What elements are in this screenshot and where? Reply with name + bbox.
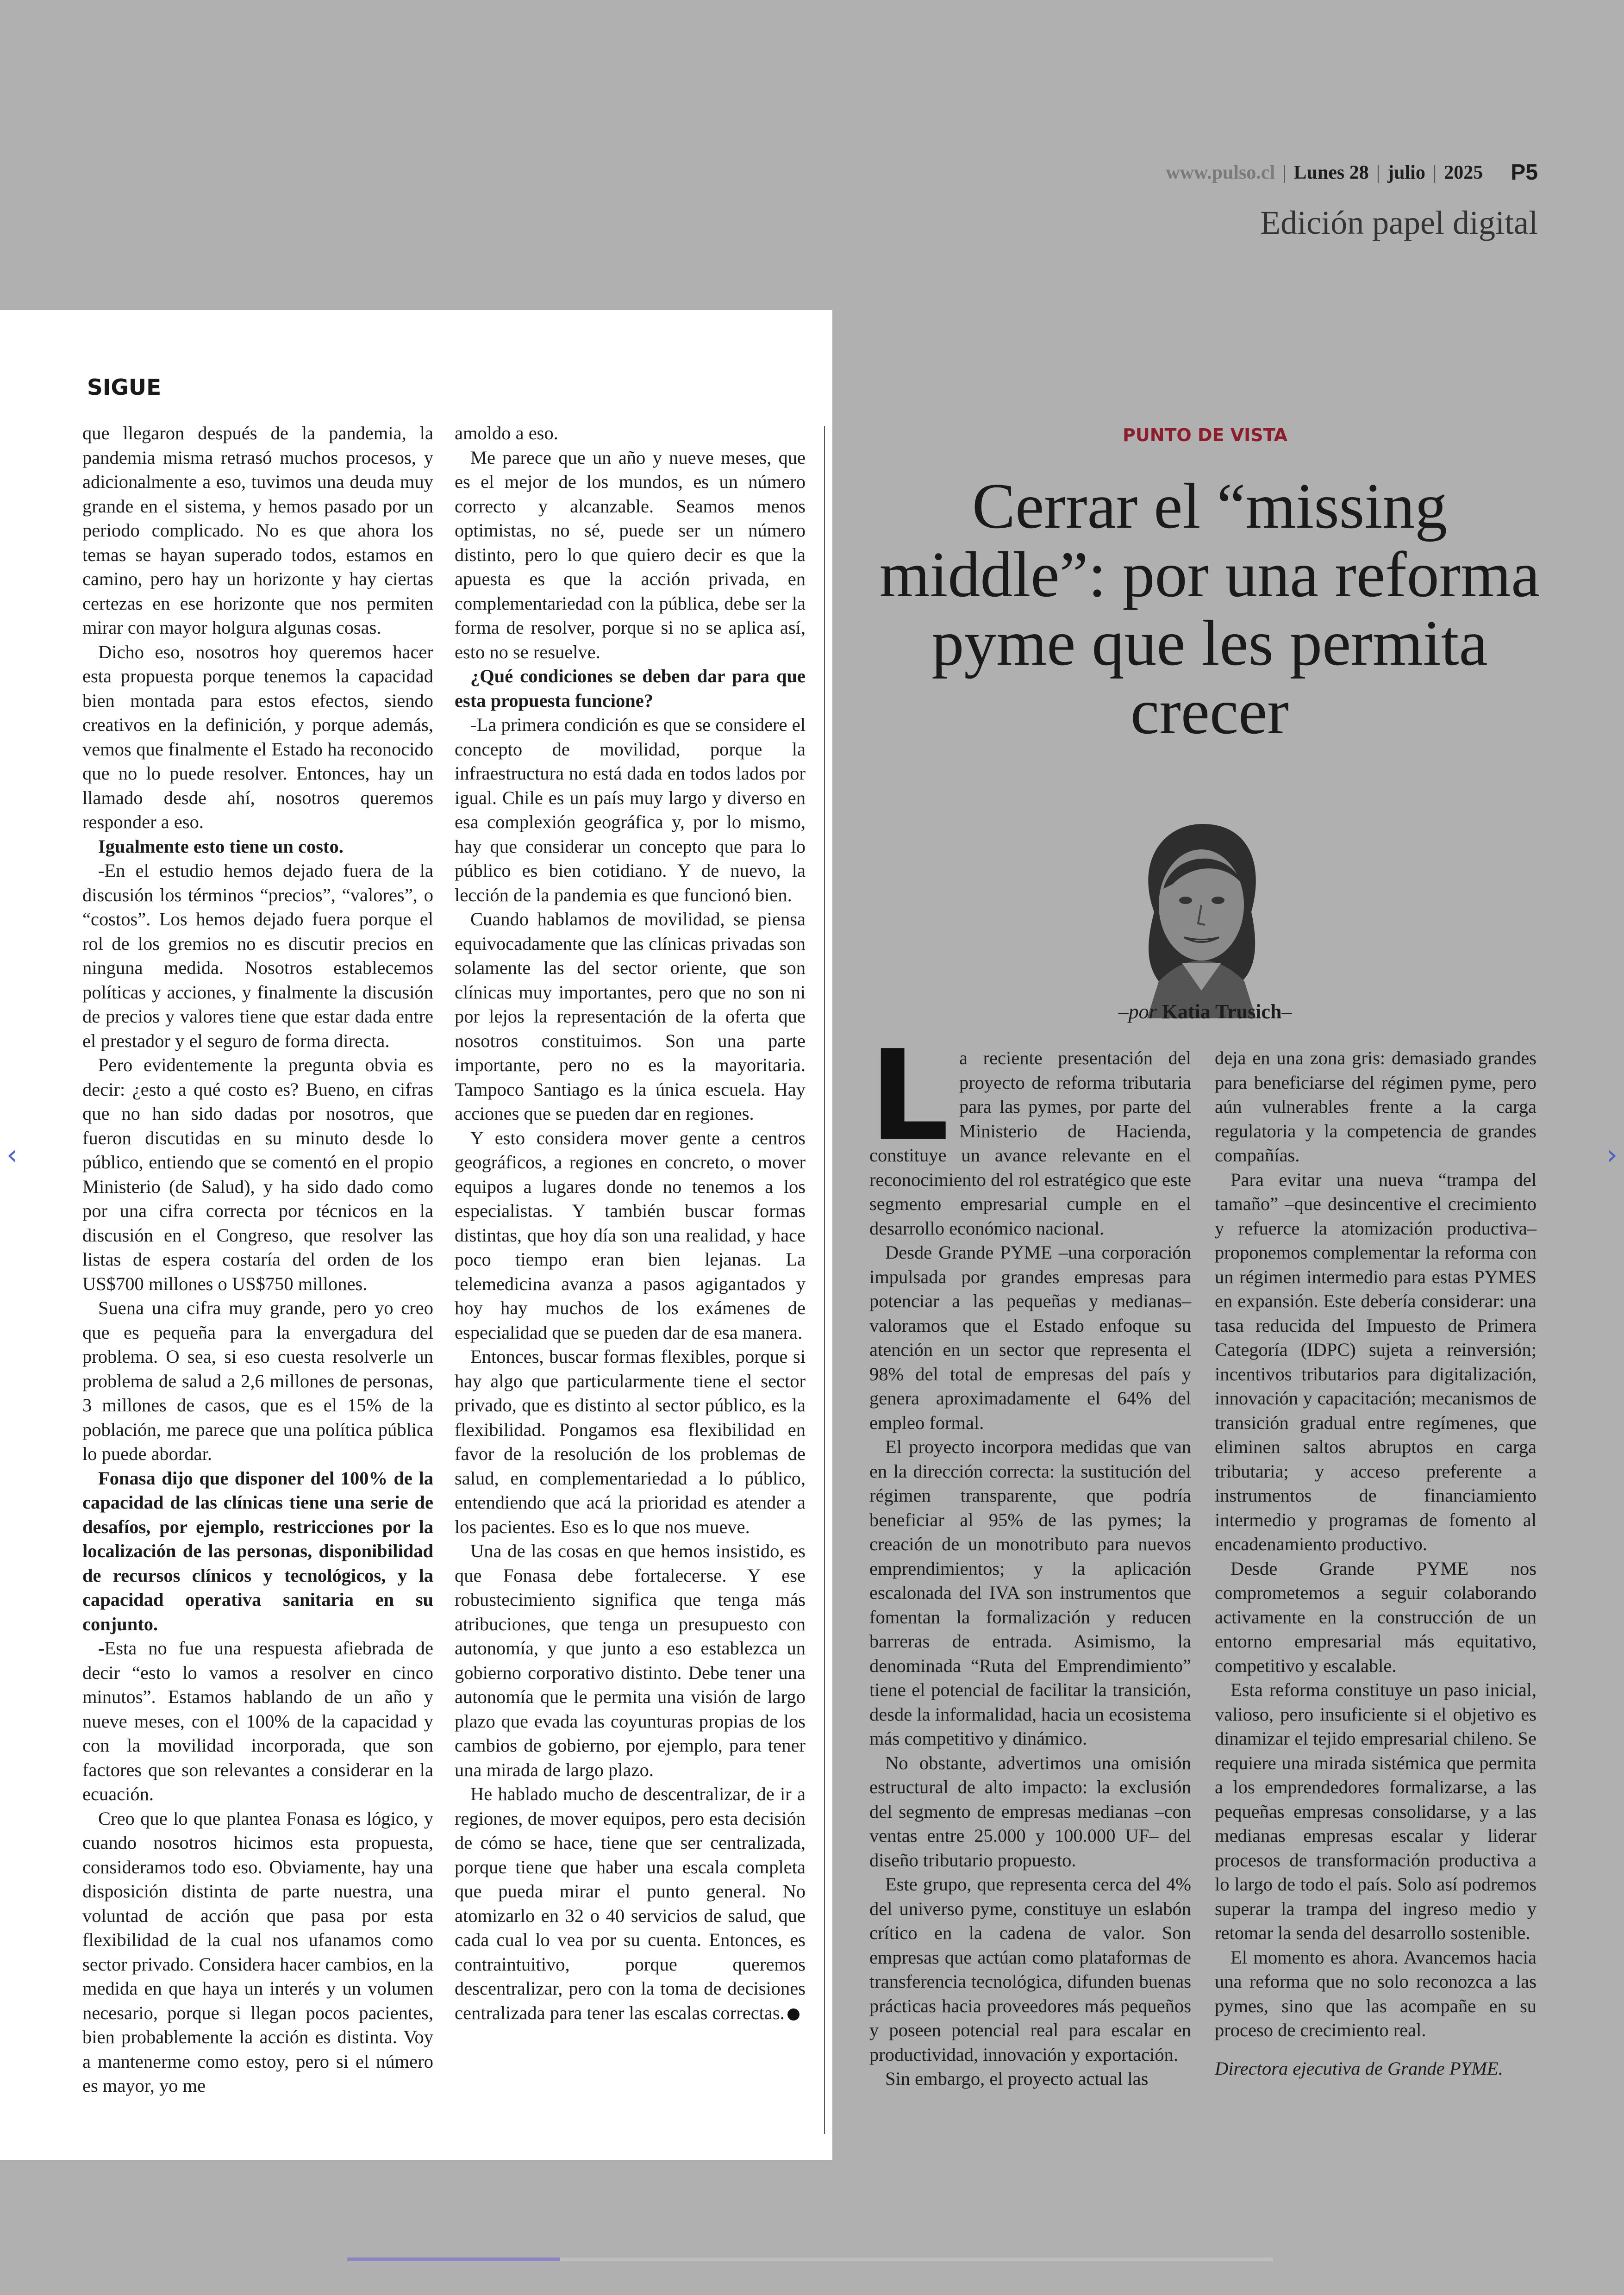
paragraph: Desde Grande PYME nos comprometemos a seguir colaborando activamente en la construcción de un entorno empresarial más equitativo, competitivo y escalable. xyxy=(1215,1558,1537,1676)
paragraph: que llegaron después de la pandemia, la pandemia misma retrasó muchos procesos, y adicionalmente a eso, tuvimos una deuda muy grande en el sistema, y hemos pasado por un periodo complicado. No es que ahora los temas se hayan superado todos, estamos en camino, pero hay un horizonte y hay ciertas certezas en ese horizonte que nos permiten mirar con mayor holgura algunas cosas. xyxy=(82,423,433,638)
drop-cap: L xyxy=(869,1023,949,1169)
section-label: SIGUE xyxy=(87,375,162,400)
site-url[interactable]: www.pulso.cl xyxy=(1166,162,1275,183)
paragraph: Suena una cifra muy grande, pero yo creo que es pequeña para la envergadura del problema. O sea, si eso cuesta resolverle un problema de salud a 2,6 millones de personas, 3 millones de casos, que es el 15% de la población, me parece que una política pública lo puede abordar. xyxy=(82,1297,433,1464)
separator: | xyxy=(1376,162,1380,183)
column-divider xyxy=(824,426,825,2134)
byline xyxy=(832,1000,1578,1023)
edition-label: Edición papel digital xyxy=(1260,204,1538,241)
author-name: Katia Trusich xyxy=(1162,1000,1282,1023)
paragraph-text: He hablado mucho de descentralizar, de ir a regiones, de mover equipos, pero esta decisión de cómo se hace, tiene que ser centralizada, porque tiene que haber una escala completa que pueda mirar el punto general. No atomizarlo en 32 o 40 servicios de salud, que cada cual lo vea por su cuenta. Entonces, es contraintuitivo, porque queremos descentralizar, pero con la toma de decisiones centralizada para tener las escalas correctas. xyxy=(455,1784,806,2023)
paragraph: deja en una zona gris: demasiado grandes para beneficiarse del régimen pyme, pero aún vulnerables frente a la carga regulatoria y la competencia de grandes compañías. xyxy=(1215,1048,1537,1166)
author-signoff: Directora ejecutiva de Grande PYME. xyxy=(1215,2058,1503,2079)
interview-column-1 xyxy=(82,421,433,2098)
interview-question: Igualmente esto tiene un costo. xyxy=(98,836,344,857)
byline-suffix: – xyxy=(1281,1000,1292,1023)
paragraph xyxy=(869,1023,1191,1241)
paragraph: Esta reforma constituye un paso inicial, valioso, pero insuficiente si el objetivo es dinamizar el tejido empresarial chileno. Se requiere una mirada sistémica que permita a los emprendedores formalizarse, a las pequeñas empresas consolidarse, y a las medianas empresas escalar y liderar procesos de transformación productiva a lo largo de todo el país. Solo así podremos superar la trampa del ingreso medio y retomar la senda del desarrollo sostenible. xyxy=(1215,1679,1537,1943)
paragraph-last xyxy=(455,1782,806,2025)
paragraph: Para evitar una nueva “trampa del tamaño” –que desincentive el crecimiento y refuerce la atomización productiva– proponemos complementar la reforma con un régimen intermedio para estas PYMES en expansión. Este debería considerar: una tasa reducida del Impuesto de Primera Categoría (IDPC) sujeta a reinversión; incentivos tributarios para digitalización, innovación y capacitación; mecanismos de transición gradual entre regímenes, que eliminen saltos abruptos en carga tributaria; y acceso preferente a instrumentos de financiamiento intermedio y programas de fomento al encadenamiento productivo. xyxy=(1215,1169,1537,1554)
opinion-column-1 xyxy=(869,1023,1191,2091)
paragraph: -En el estudio hemos dejado fuera de la discusión los términos “precios”, “valores”, o “costos”. Los hemos dejado fuera porque el rol de los gremios no es discutir precios en ninguna medida. Nosotros establecemos políticas y acciones, y finalmente la discusión de precios y valores tiene que estar dada entre el prestador y el seguro de forma directa. xyxy=(82,860,433,1051)
paragraph: Me parece que un año y nueve meses, que es el mejor de los mundos, es un número correcto y alcanzable. Seamos menos optimistas, no sé, puede ser un número distinto, pero lo que quiero decir es que la apuesta es que la acción privada, en complementariedad con la pública, debe ser la forma de resolver, porque si no se aplica así, esto no se resuelve. xyxy=(455,447,806,662)
opinion-column-2 xyxy=(1215,1046,1537,2081)
author-portrait-illustration xyxy=(1103,805,1298,1018)
page-number: P5 xyxy=(1511,160,1538,185)
paragraph: No obstante, advertimos una omisión estructural de alto impacto: la exclusión del segmento de empresas medianas –con ventas entre 25.000 y 100.000 UF– del diseño tributario propuesto. xyxy=(869,1752,1191,1871)
paragraph: Creo que lo que plantea Fonasa es lógico, y cuando nosotros hicimos esta propuesta, consideramos todo eso. Obviamente, hay una disposición distinta de parte nuestra, una voluntad de acción que pasa por esta flexibilidad de la cual nos ufanamos como sector privado. Considera hacer cambios, en la medida en que haya un interés y un volumen necesario, porque si llegan pocos pacientes, bien probablemente la acción es distinta. Voy a mantenerme como estoy, pero si el número es mayor, yo me xyxy=(82,1808,433,2096)
left-newspaper-page xyxy=(0,310,832,2160)
headline: Cerrar el “missing middle”: por una reforma pyme que les permita crecer xyxy=(879,470,1540,748)
paragraph: Pero evidentemente la pregunta obvia es decir: ¿esto a qué costo es? Bueno, en cifras que no han sido dadas por nosotros, que fueron discutidas en su minuto desde lo público, entiendo que se comentó en el propio Ministerio (de Salud), y ha sido dado como por una cifra correcta por técnicos en la discusión en el Congreso, que resolver las listas de espera costaría del orden de los US$700 millones o US$750 millones. xyxy=(82,1054,433,1294)
article-end-icon xyxy=(787,2008,800,2021)
separator: | xyxy=(1282,162,1287,183)
paragraph: El momento es ahora. Avancemos hacia una reforma que no solo reconozca a las pymes, sino que las acompañe en su proceso de crecimiento real. xyxy=(1215,1946,1537,2040)
reading-progress-bar[interactable] xyxy=(347,2258,1273,2261)
interview-question: ¿Qué condiciones se deben dar para que esta propuesta funcione? xyxy=(455,666,806,711)
paragraph: Y esto considera mover gente a centros geográficos, a regiones en concreto, o mover equipos a lugares donde no tenemos a los especialistas. Y también buscar formas distintas, que hoy día son una realidad, y hace poco tiempo eran bien lejanas. La telemedicina avanza a pasos agigantados y hoy hay muchos de los exámenes de especialidad que se pueden dar de esa manera. xyxy=(455,1127,806,1343)
chevron-right-icon[interactable]: › xyxy=(1606,1139,1618,1171)
date-month: julio xyxy=(1387,162,1425,183)
page-header-meta xyxy=(1166,160,1538,185)
paragraph: Entonces, buscar formas flexibles, porque si hay algo que particularmente tiene el sector privado, que es distinto al sector público, es la flexibilidad. Pongamos esa flexibilidad en favor de la resolución de los problemas de salud, en complementariedad a lo público, entendiendo que acá la prioridad es atender a los pacientes. Eso es lo que nos mueve. xyxy=(455,1346,806,1537)
date-day: Lunes 28 xyxy=(1293,162,1369,183)
interview-question: Fonasa dijo que disponer del 100% de la capacidad de las clínicas tiene una serie de desafíos, por ejemplo, restricciones por la localización de las personas, disponibilidad de recursos clínicos y tecnológicos, y la capacidad operativa sanitaria en su conjunto. xyxy=(82,1467,433,1634)
separator: | xyxy=(1432,162,1437,183)
paragraph: Dicho eso, nosotros hoy queremos hacer esta propuesta porque tenemos la capacidad bien montada para estos efectos, siendo creativos en la definición, y porque además, vemos que finalmente el Estado ha reconocido que no lo puede resolver. Entonces, hay un llamado desde ahí, nosotros queremos responder a eso. xyxy=(82,641,433,832)
interview-column-2 xyxy=(455,421,806,2025)
paragraph: Cuando hablamos de movilidad, se piensa equivocadamente que las clínicas privadas son solamente las del sector oriente, que son clínicas muy importantes, pero que no son ni por lejos la representación de la oferta que nosotros constituimos. Son una parte importante, pero no es la mayoritaria. Tampoco Santiago es la única escuela. Hay acciones que se pueden dar en regiones. xyxy=(455,909,806,1124)
paragraph-text: a reciente presentación del proyecto de reforma tributaria para las pymes, por parte del Ministerio de Hacienda, constituye un avance relevante en el reconocimiento del rol estratégico que este segmento empresarial cumple en el desarrollo económico nacional. xyxy=(869,1048,1191,1239)
paragraph: -La primera condición es que se considere el concepto de movilidad, porque la infraestructura no está dada en todos lados por igual. Chile es un país muy largo y diverso en esa complexión geográfica y, por lo mismo, hay que considerar un concepto que para lo público es bien cotidiano. Y de nuevo, la lección de la pandemia es que funcionó bien. xyxy=(455,714,806,905)
paragraph: Una de las cosas en que hemos insistido, es que Fonasa debe fortalecerse. Y ese robustecimiento significa que tenga más atribuciones, que tenga un presupuesto con autonomía, y que junto a eso establezca un gobierno corporativo distinto. Debe tener una autonomía que le permita una visión de largo plazo que evada las coyunturas propias de los cambios de gobierno, por ejemplo, para tener una mirada de largo plazo. xyxy=(455,1540,806,1780)
author-portrait xyxy=(1103,805,1298,1018)
date-year: 2025 xyxy=(1444,162,1483,183)
paragraph: Sin embargo, el proyecto actual las xyxy=(885,2068,1149,2089)
kicker: PUNTO DE VISTA xyxy=(1123,425,1287,445)
paragraph: amoldo a eso. xyxy=(455,423,558,443)
byline-prefix: –por xyxy=(1118,1000,1157,1023)
paragraph: Desde Grande PYME –una corporación impulsada por grandes empresas para potenciar a las pequeñas y medianas– valoramos que el Estado enfoque su atención en un sector que representa el 98% del total de empresas del país y genera aproximadamente el 64% del empleo formal. xyxy=(869,1242,1191,1433)
reading-progress-fill xyxy=(347,2258,560,2261)
chevron-left-icon[interactable]: ‹ xyxy=(6,1139,18,1171)
paragraph: Este grupo, que representa cerca del 4% del universo pyme, constituye un eslabón crítico en la cadena de valor. Son empresas que actúan como plataformas de transferencia tecnológica, difunden buenas prácticas hacia proveedores más pequeños y poseen potencial real para escalar en productividad, innovación y exportación. xyxy=(869,1874,1191,2065)
paragraph: -Esta no fue una respuesta afiebrada de decir “esto lo vamos a resolver en cinco minutos”. Estamos hablando de un año y nueve meses, con el 100% de la capacidad y con la movilidad incorporada, que son factores que son relevantes a considerar en la ecuación. xyxy=(82,1638,433,1804)
paragraph: El proyecto incorpora medidas que van en la dirección correcta: la sustitución del régimen transparente, que podría beneficiar al 95% de las pymes; la creación de un monotributo para nuevos emprendimientos; y la aplicación escalonada del IVA son instrumentos que fomentan la formalización y reducen barreras de entrada. Asimismo, la denominada “Ruta del Emprendimiento” tiene el potencial de facilitar la transición, desde la informalidad, hacia un ecosistema más competitivo y dinámico. xyxy=(869,1436,1191,1749)
opinion-page xyxy=(832,310,1624,2160)
